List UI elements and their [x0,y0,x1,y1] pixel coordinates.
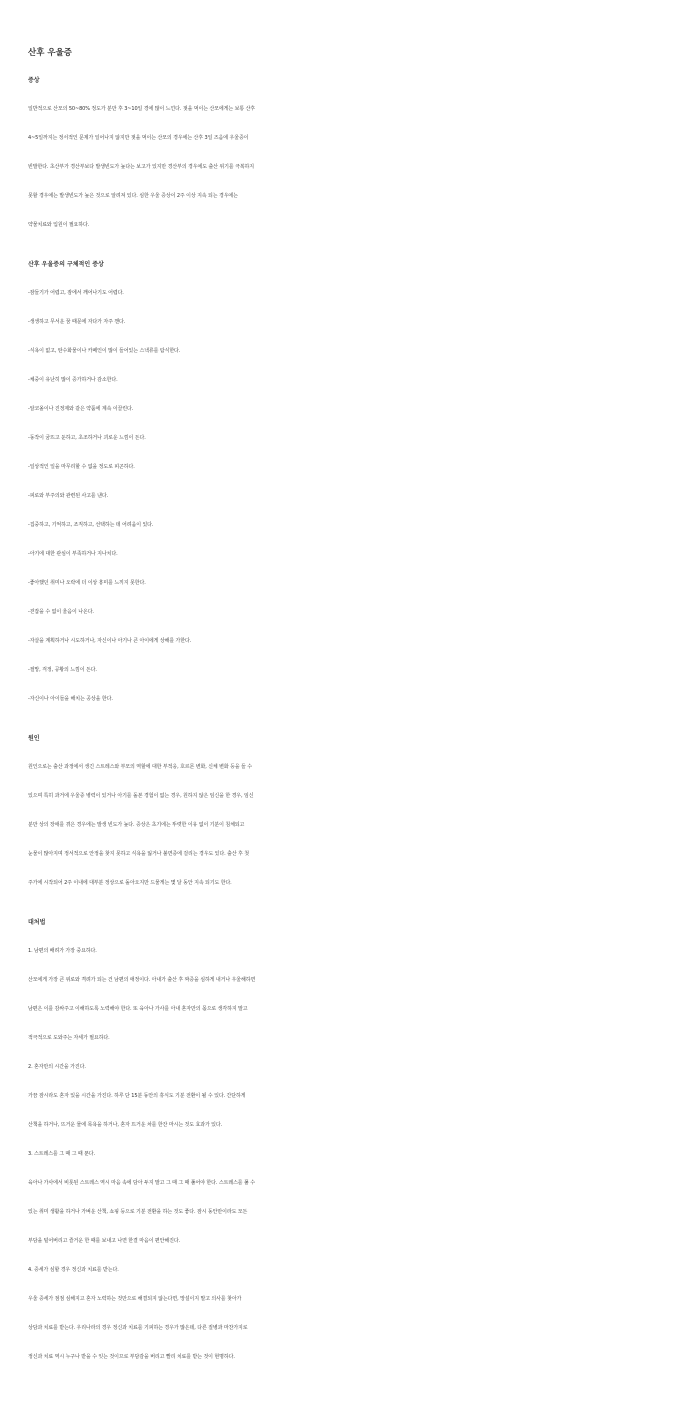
paragraph-line: 상담과 치료를 받는다. 우리나라의 경우 정신과 치료를 기피하는 경우가 많은데, 다른 질병과 마찬가지로 [28,1325,248,1331]
section-heading-symptoms: 증상 [28,77,40,84]
paragraph-line: 있는 취미 생활을 하거나 가벼운 산책, 쇼핑 등으로 기분 전환을 하는 것도 좋다. 잠시 동안만이라도 모든 [28,1209,248,1215]
paragraph-line: 산모에게 가장 큰 위로와 격려가 되는 건 남편의 애정이다. 아내가 출산 후 짜증을 심하게 내거나 우울해하면 [28,977,256,983]
section-specific-symptoms [28,250,687,714]
paragraph-line: 분만 상의 장애를 겪은 경우에는 발생 빈도가 높다. 증상은 초기에는 뚜렷한 이유 없이 기분이 침체되고 [28,822,245,828]
remedies-body [28,937,687,1372]
paragraph-line: 있으며 특히 과거에 우울증 병력이 있거나 아기를 돌본 경험이 없는 경우, 원하지 않은 임신을 한 경우, 임신 [28,793,254,799]
section-causes [28,724,687,898]
list-item: -잠들기가 어렵고, 잠에서 깨어나기도 어렵다. [28,290,124,296]
remedy-title: 3. 스트레스를 그 때 그 때 푼다. [28,1151,96,1157]
list-item: -체중이 유난히 많이 증가하거나 감소한다. [28,377,118,383]
causes-body [28,753,687,898]
list-item: -일상적인 일을 마무리할 수 없을 정도로 피곤하다. [28,464,135,470]
list-item: -자신이나 아이들을 해치는 공상을 한다. [28,696,113,702]
list-item: -좋아했던 취미나 오락에 더 이상 흥미를 느끼지 못한다. [28,580,146,586]
paragraph-line: 가끔 잠시라도 혼자 있을 시간을 가진다. 하루 단 15분 동안의 휴식도 기분 전환이 될 수 있다. 간단하게 [28,1093,246,1099]
paragraph-line: 원인으로는 출산 과정에서 생긴 스트레스와 부모의 역할에 대한 부적응, 호르몬 변화, 신체 변화 등을 들 수 [28,764,252,770]
paragraph-line: 적극적으로 도와주는 자세가 필요하다. [28,1035,110,1041]
section-heading-remedies: 대처법 [28,919,46,926]
list-item: -피로와 부주의와 관련된 사고를 낸다. [28,493,109,499]
paragraph-line: 빈발한다. 초산부가 경산부보다 발생빈도가 높다는 보고가 있지만 경산부의 경우에도 출산 위기를 극복하지 [28,164,254,170]
section-remedies [28,908,687,1372]
list-item: -자살을 계획하거나 시도하거나, 자신이나 아기나 큰 아이에게 상해를 가한다. [28,638,192,644]
list-item: -생생하고 무서운 꿈 때문에 자다가 자주 깬다. [28,319,126,325]
symptoms-body [28,95,687,240]
paragraph-line: 못할 경우에는 발생빈도가 높은 것으로 알려져 있다. 심한 우울 증상이 2주 이상 지속 되는 경우에는 [28,193,238,199]
section-heading-causes: 원인 [28,735,40,742]
list-item: -아기에 대한 관심이 부족하거나 지나치다. [28,551,118,557]
paragraph-line: 일반적으로 산모의 50~80% 정도가 분만 후 3~10일 경에 많이 느낀다. 젖을 먹이는 산모에게는 보통 산후 [28,106,256,112]
paragraph-line: 주가에 시작되어 2주 이내에 대부분 정상으로 돌아오지만 드물게는 몇 달 동안 지속 되기도 한다. [28,880,232,886]
paragraph-line: 남편은 이를 감싸주고 이해하도록 노력해야 한다. 또 육아나 가사를 아내 혼자만의 몫으로 생각하지 말고 [28,1006,248,1012]
paragraph-line: 눈물이 많아지며 정서적으로 안정을 찾지 못하고 식욕을 잃거나 불면증에 걸리는 경우도 있다. 출산 후 첫 [28,851,250,857]
paragraph-line: 4~5일까지는 정서적인 문제가 일어나지 않지만 젖을 먹이는 산모의 경우에는 산후 3일 즈음에 우울증이 [28,135,249,141]
section-symptoms [28,66,687,240]
section-spacer [28,898,687,908]
list-item: -식욕이 없고, 탄수화물이나 카페인이 많이 들어있는 스낵류를 탐식한다. [28,348,181,354]
paragraph-line: 산책을 하거나, 뜨거운 물에 목욕을 하거나, 혼자 뜨거운 차를 한잔 마시는 것도 효과가 있다. [28,1122,223,1128]
page-title: 산후 우울증 [28,48,73,58]
list-item: -절망, 걱정, 공황의 느낌이 든다. [28,667,97,673]
list-item: -알코올이나 진정제와 같은 약품에 계속 이끌린다. [28,406,134,412]
section-spacer [28,240,687,250]
paragraph-line: 부담을 털어버리고 즐거운 한 때를 보내고 나면 한결 마음이 편안해진다. [28,1238,181,1244]
paragraph-line: 정신과 치료 역시 누구나 받을 수 잇는 것이므로 부담감을 버리고 빨리 치료를 받는 것이 현명하다. [28,1354,235,1360]
paragraph-line: 약물치료와 입원이 필요하다. [28,222,90,228]
remedy-title: 2. 혼자만의 시간을 가진다. [28,1064,86,1070]
paragraph-line: 우울 증세가 점점 심해지고 혼자 노력하는 것만으로 해결되지 않는다면, 망설이지 말고 의사를 찾아가 [28,1296,242,1302]
section-spacer [28,714,687,724]
specific-symptoms-list [28,279,687,714]
list-item: -걷잡을 수 없이 울음이 나온다. [28,609,94,615]
remedy-title: 4. 증세가 심할 경우 정신과 치료를 받는다. [28,1267,119,1273]
paragraph-line: 육아나 가사에서 비롯된 스트레스 역시 마음 속에 담아 두지 말고 그 때 그 때 풀어야 한다. 스트레스를 풀 수 [28,1180,255,1186]
list-item: -집중하고, 기억하고, 조직하고, 선택하는 데 어려움이 있다. [28,522,154,528]
list-item: -동작이 굼뜨고 둔하고, 초조하거나 괴로운 느낌이 든다. [28,435,146,441]
section-heading-specific-symptoms: 산후 우울증의 구체적인 증상 [28,261,104,268]
remedy-title: 1. 남편의 배려가 가장 중요하다. [28,948,97,954]
